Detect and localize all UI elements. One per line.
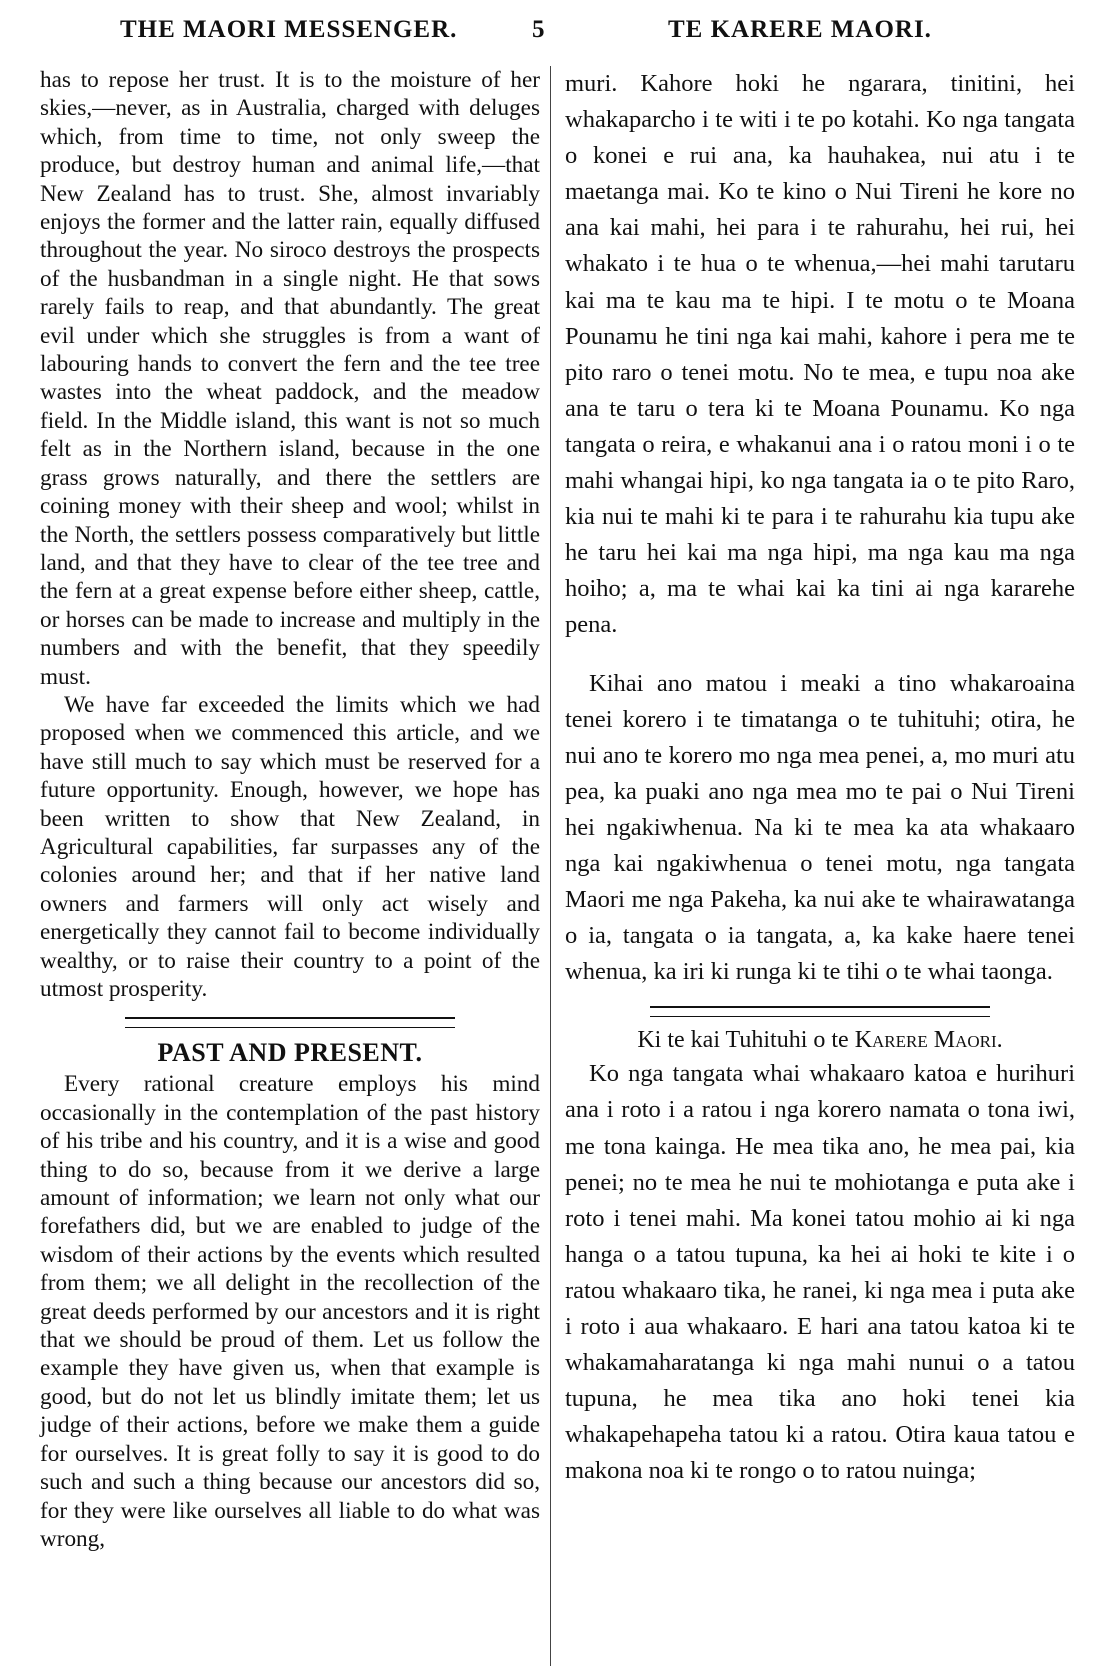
english-column xyxy=(40,66,540,1553)
english-paragraph-3: Every rational creature employs his mind occasionally in the contemplation of the past history of his tribe and his country, and it is a wise and good thing to do so, because from it we derive a large amount of information; we learn not only what our forefathers did, but we are enabled to judge of the wisdom of their actions by the events which resulted from them; we all delight in the recollection of the great deeds performed by our ancestors and it is right that we should be proud of them. Let us follow the example they have given us, when that example is good, but do not let us blindly imitate them; let us judge of their actions, before we make them a guide for ourselves. It is great folly to say it is good to do such and such a thing because our ancestors did so, for they were like ourselves all liable to do what was wrong, xyxy=(40,1071,540,1552)
english-paragraph-2: We have far exceeded the limits which we had proposed when we commenced this article, and we have still much to say which must be reserved for a future opportunity. Enough, however, we hope has been written to show that New Zealand, in Agricultural capabilities, far surpasses any of the colonies around her; and that if her native land owners and farmers will only act wisely and energetically they cannot fail to become individually wealthy, or to raise their country to a point of the utmost prosperity. xyxy=(40,691,540,1002)
maori-letter-heading xyxy=(565,1027,1075,1054)
maori-heading-prefix: Ki te kai Tuhituhi o te xyxy=(637,1027,855,1054)
page-number: 5 xyxy=(532,16,545,43)
section-heading: PAST AND PRESENT. xyxy=(157,1038,423,1068)
maori-heading-smallcaps: Karere Maori. xyxy=(854,1027,1003,1054)
maori-title: TE KARERE MAORI. xyxy=(668,16,932,43)
section-rule xyxy=(125,1017,455,1028)
column-divider xyxy=(550,66,551,1666)
maori-paragraph-2: Kihai ano matou i meaki a tino whakaroaina tenei korero i te timatanga o te tuhituhi; otira, he nui ano te korero mo nga mea penei, a, mo muri atu pea, ka puaki ano nga mea mo te pai o Nui Tireni hei ngakiwhenua. Na ki te mea ka ata whakaaro nga kai ngakiwhenua o tenei motu, nga tangata Maori me nga Pakeha, ka nui ake te whairawatanga o ia, tangata o ia tangata, a, ka kake haere tenei whenua, ka iri ki runga ki te tihi o te whai taonga. xyxy=(565,669,1075,986)
maori-column xyxy=(565,66,1075,1489)
english-title: THE MAORI MESSENGER. xyxy=(120,16,458,43)
paragraph-gap xyxy=(565,644,1075,666)
section-rule-maori xyxy=(650,1006,990,1017)
page-header xyxy=(0,16,1114,56)
maori-paragraph-3: Ko nga tangata whai whakaaro katoa e hurihuri ana i roto i a ratou i nga korero namata o tona iwi, me tona kainga. He mea tika ano, he mea pai, kia penei; no te mea he nui te mohiotanga e puta ake i roto i tenei mahi. Ma konei tatou mohio ai ki nga hanga o a tatou tupuna, ka hei ai hoki te kite i o ratou whakaaro tika, he ranei, ki nga mea i puta ake i roto i aua whakaaro. E hari ana tatou katoa ki te whakamaharatanga ki nga mahi nunui o a tatou tupuna, he mea tika ano hoki tenei kia whakapehapeha tatou ki a ratou. Otira kaua tatou e makona noa ki te rongo o to ratou nuinga; xyxy=(565,1060,1075,1485)
maori-paragraph-1: muri. Kahore hoki he ngarara, tinitini, hei whakaparcho i te witi i te po kotahi. Ko nga tangata o konei e rui ana, ka hauhakea, nui atu i te maetanga mai. Ko te kino o Nui Tireni he kore no ana kai mahi, hei para i te rahurahu, hei rui, hei whakato i te hua o te whenua,—hei mahi tarutaru kai ma te kau ma te hipi. I te motu o te Moana Pounamu he tini nga kai mahi, kahore i pera me te pito raro o tenei motu. No te mea, e tupu noa ake ana te taru o tera ki te Moana Pounamu. Ko nga tangata o reira, e whakanui ana i o ratou moni i o te mahi whangai hipi, ko nga tangata ia o te pito Raro, kia nui te mahi ki te para i te rahurahu kia tupu ake he taru hei kai ma nga hipi, ma nga kau ma nga hoiho; a, ma te whai kai ka tini ai nga kararehe pena. xyxy=(565,70,1075,639)
english-paragraph-1: has to repose her trust. It is to the moisture of her skies,—never, as in Australia, charged with deluges which, from time to time, not only sweep the produce, but destroy human and animal life,—that New Zealand has to trust. She, almost invariably enjoys the former and the latter rain, equally diffused throughout the year. No siroco destroys the prospects of the husbandman in a single night. He that sows rarely fails to reap, and that abundantly. The great evil under which she struggles is from a want of labouring hands to convert the fern and the tee tree wastes into the wheat paddock, and the meadow field. In the Middle island, this want is not so much felt as in the Northern island, because in the one grass grows naturally, and there the settlers are coining money with their sheep and wool; whilst in the North, the settlers possess comparatively but little land, and that they have to clear of the tee tree and the fern at a great expense before either sheep, cattle, or horses can be made to increase and multiply in the numbers and with the benefit, that they speedily must. xyxy=(40,67,540,690)
